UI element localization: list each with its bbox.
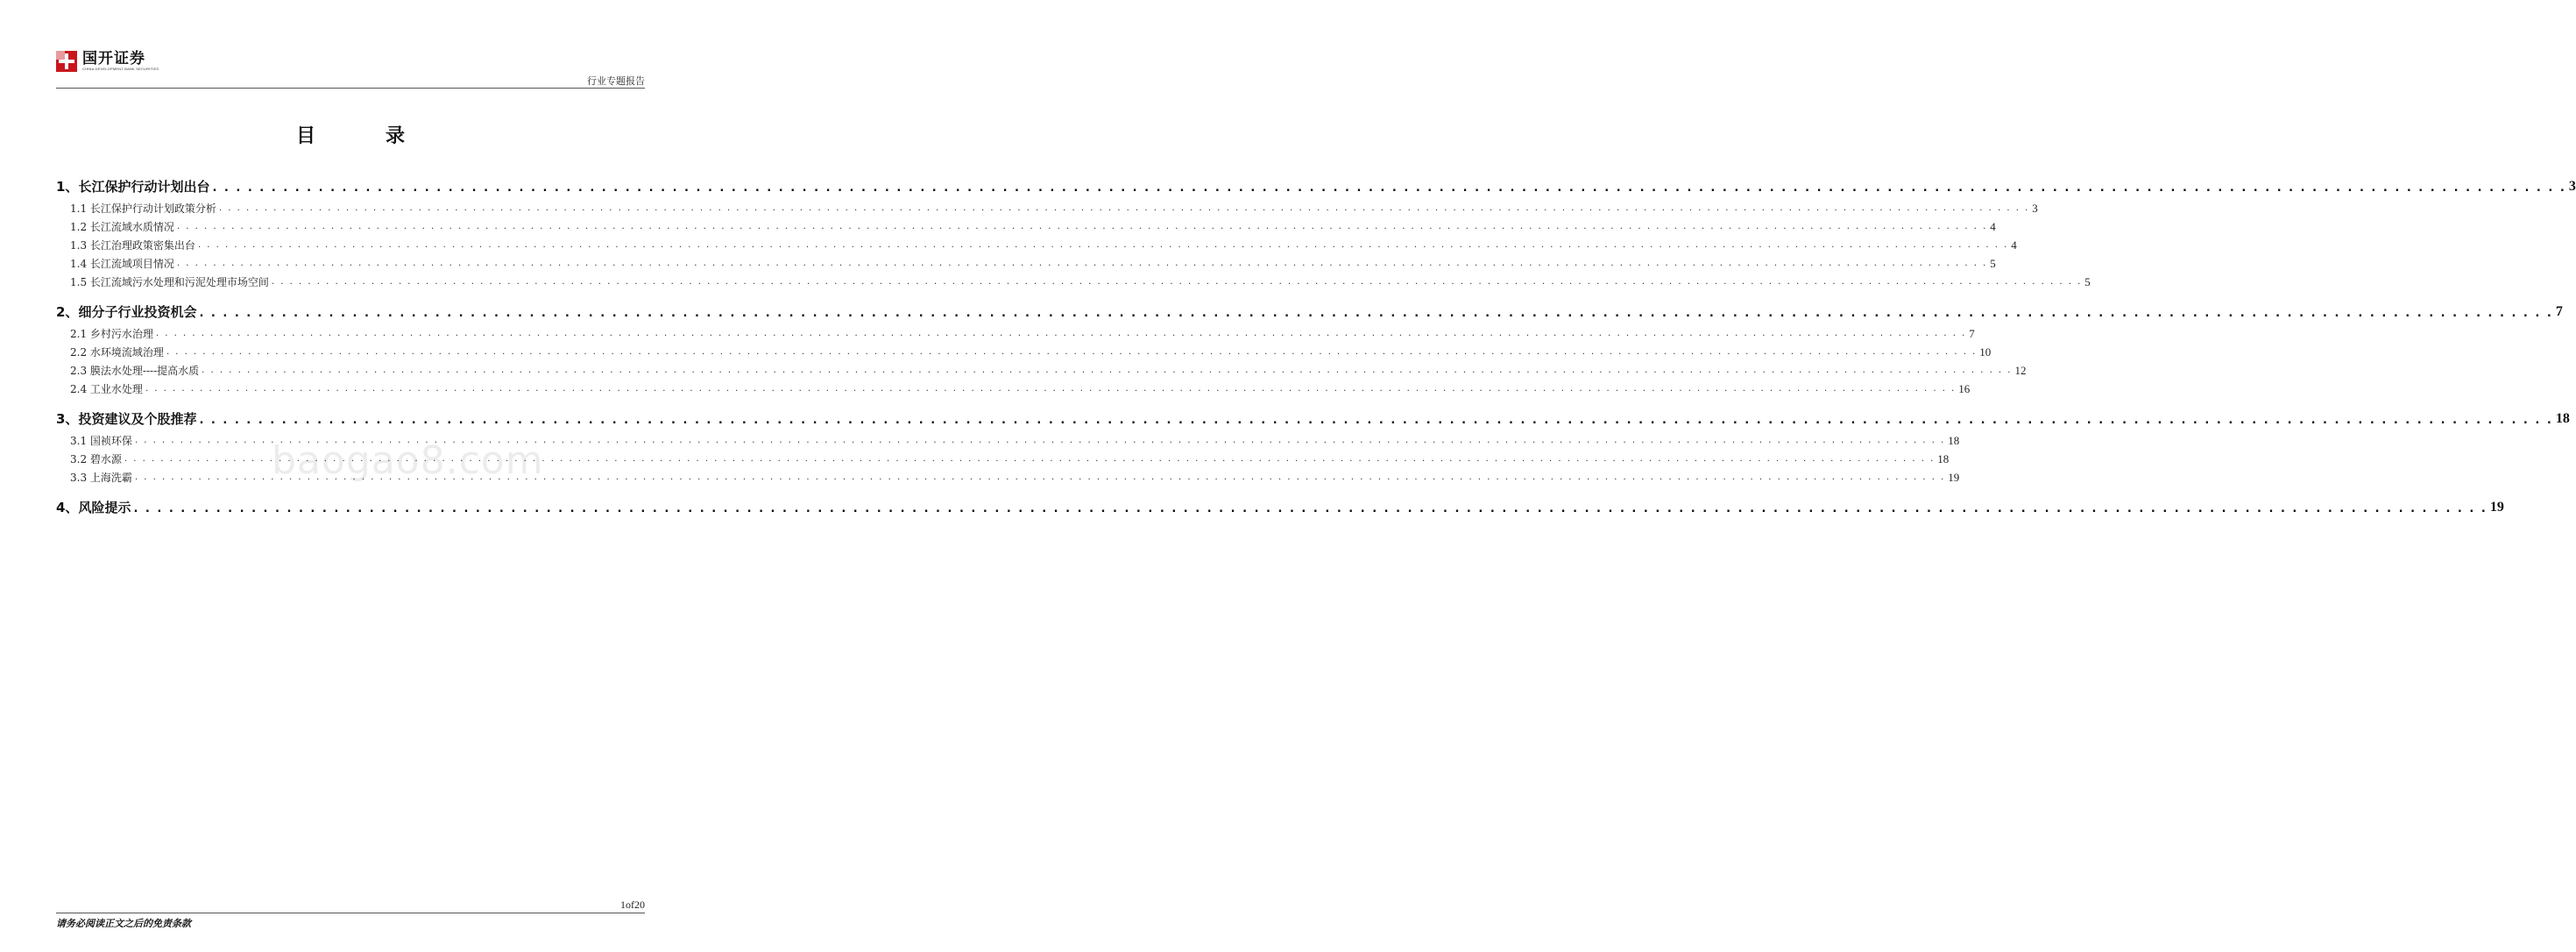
toc-section[interactable]: [56, 297, 2563, 323]
toc-entry-title: 长江流域水质情况: [89, 221, 174, 233]
toc-leader-dots: . . . . . . . . . . . . . . . . . . . . . . . . . . . . . . . . . . . . . . . . . . . . . . . . . . . . . . . . . . . . . . . . . . . . . . . . . . . . . . . . . . . . . . . . . . . . . . . . . . . . . . . . . . . . . . . . . . . . . . . . . . . . . . . . . . . . . . . . . . . . . . . . . . . . . . . . . . . . . . . . . . . . . . . . . . . . . . . . . . . . . . . . . . . . . . . . . . . . . . . .: [218, 203, 2030, 213]
toc-entry-number: 2.4: [70, 383, 88, 395]
company-logo: [56, 51, 159, 72]
toc-entry-number: 3.3: [70, 472, 88, 484]
page-header: [56, 49, 645, 89]
toc-page-number: 3: [2568, 179, 2576, 194]
toc-entry-title: 工业水处理: [89, 383, 143, 395]
toc-entry-number: 1.3: [70, 239, 88, 252]
toc-leader-dots: . . . . . . . . . . . . . . . . . . . . . . . . . . . . . . . . . . . . . . . . . . . . . . . . . . . . . . . . . . . . . . . . . . . . . . . . . . . . . . . . . . . . . . . . . . . . . . . . . . . . . . . . . . . . . . . . . . . . . . . . . . . . . . . . . . . . . . . . . . . . . . . . . . . . . . . . . . . . . . . . . . . . . . . . . . . . . . . . . . . . . . . . . . . . . . . . . . . . . . . .: [145, 384, 1957, 394]
header-divider: [56, 88, 645, 89]
report-type: 行业专题报告: [587, 75, 645, 87]
toc-leader-dots: . . . . . . . . . . . . . . . . . . . . . . . . . . . . . . . . . . . . . . . . . . . . . . . . . . . . . . . . . . . . . . . . . . . . . . . . . . . . . . . . . . . . . . . . . . . . . . . . . . . . . . . . . . . . . . . . . . . . . . . . . . . . . . . . . . . . . . . . . . . . . . . . . . . . . . . . . . . . . . . . . . . . . . . . . . . . . . . . . . . . . . . . . . . . . . . . . . . . . . . .: [166, 347, 1978, 357]
toc-entry-number: 4、: [56, 500, 79, 515]
toc-title-char-1: 目: [295, 125, 315, 147]
toc-entry-title: 长江流域项目情况: [89, 258, 174, 270]
toc-subsection[interactable]: [56, 323, 1975, 342]
toc-page-number: 7: [1969, 327, 1975, 340]
toc-page-number: 5: [1990, 257, 1996, 270]
toc-page-number: 19: [2489, 500, 2504, 515]
toc-entry-number: 2.2: [70, 346, 88, 359]
toc-entry-number: 2、: [56, 304, 79, 320]
logo-chinese-name: 国开证券: [82, 50, 145, 67]
toc-page-number: 4: [2011, 238, 2017, 252]
toc-subsection[interactable]: [56, 449, 1950, 467]
toc-leader-dots: . . . . . . . . . . . . . . . . . . . . . . . . . . . . . . . . . . . . . . . . . . . . . . . . . . . . . . . . . . . . . . . . . . . . . . . . . . . . . . . . . . . . . . . . . . . . . . . . . . . . . . . . . . . . . . . . . . . . . . . . . . . . . . . . . . . . . . . . . . . . . . . . . . . . . . . . . . . . . . . . . . . . . . . . . . . . . . . . . . . . . . . . . . . . . . . . . . . . . . . .: [134, 436, 1946, 445]
logo-cross-icon: [56, 51, 77, 72]
toc-entry-title: 投资建议及个股推荐: [78, 411, 197, 427]
toc-subsection[interactable]: [56, 217, 1996, 235]
logo-english-name: CHINA DEVELOPMENT BANK SECURITIES: [82, 67, 159, 71]
toc-entry-label: [70, 451, 122, 467]
toc-entry-label: [70, 201, 216, 217]
toc-leader-dots: . . . . . . . . . . . . . . . . . . . . . . . . . . . . . . . . . . . . . . . . . . . . . . . . . . . . . . . . . . . . . . . . . . . . . . . . . . . . . . . . . . . . . . . . . . . . . . . . . . . . . . . . . . . . . . . . . . . . . . . . . . . . . . . . . . . . . . . . . . . . . . . . . . . . . . . . . . . . . . . . . . . . . . . . . . . . . . . . . . . . . . . . . . . . . . . . . . . . . . . .: [176, 259, 1988, 268]
toc-leader-dots: . . . . . . . . . . . . . . . . . . . . . . . . . . . . . . . . . . . . . . . . . . . . . . . . . . . . . . . . . . . . . . . . . . . . . . . . . . . . . . . . . . . . . . . . . . . . . . . . . . . . . . . . . . . . . . . . . . . . . . . . . . . . . . . . . . . . . . . . . . . . . . . . . . . . . . . . . . . . . . . . . . . . . . . . . . . . . . . . . . . . . . . . . . . . . . . . . . . . . . . .: [134, 472, 1946, 482]
toc-entry-number: 1.1: [70, 202, 88, 215]
toc-entry-label: [56, 301, 196, 323]
toc-entry-title: 长江治理政策密集出台: [89, 239, 195, 252]
toc-page-number: 4: [1990, 220, 1996, 233]
toc-leader-dots: . . . . . . . . . . . . . . . . . . . . . . . . . . . . . . . . . . . . . . . . . . . . . . . . . . . . . . . . . . . . . . . . . . . . . . . . . . . . . . . . . . . . . . . . . . . . . . . . . . . . . . . . . . . . . . . . . . . . . . . . . . . . . . . . . . . . . . . . . . . . . . . . . . . . . . . . . . . . . . . . . . . . . . . . . . . . . . . . . . . . . . . . . . . . . . . . . . . . . . . .: [202, 366, 2013, 375]
toc-page-number: 19: [1948, 471, 1960, 484]
toc-entry-number: 1、: [56, 179, 79, 195]
toc-page-number: 18: [2555, 411, 2570, 426]
toc-entry-title: 碧水源: [89, 453, 122, 465]
toc-entry-title: 膜法水处理----提高水质: [89, 365, 200, 377]
toc-entry-label: [70, 433, 132, 449]
toc-leader-dots: . . . . . . . . . . . . . . . . . . . . . . . . . . . . . . . . . . . . . . . . . . . . . . . . . . . . . . . . . . . . . . . . . . . . . . . . . . . . . . . . . . . . . . . . . . . . . . . . . . . . . . . . . . . . . . . . . . . . . . . . . . . . . . . . . . . . . . . . . . . . . . . . . . . . . . . . . . . . . . . . . . . . . . . . . . . . . . . . . . . . . . . . . . . . . . . . . . . . . . . .: [212, 181, 2566, 195]
toc-page-number: 18: [1948, 434, 1960, 447]
toc-title: [0, 121, 701, 148]
toc-subsection[interactable]: [56, 253, 1996, 272]
toc-entry-number: 2.1: [70, 328, 88, 340]
toc-section[interactable]: [56, 172, 2576, 198]
toc-entry-title: 风险提示: [78, 500, 131, 515]
toc-leader-dots: . . . . . . . . . . . . . . . . . . . . . . . . . . . . . . . . . . . . . . . . . . . . . . . . . . . . . . . . . . . . . . . . . . . . . . . . . . . . . . . . . . . . . . . . . . . . . . . . . . . . . . . . . . . . . . . . . . . . . . . . . . . . . . . . . . . . . . . . . . . . . . . . . . . . . . . . . . . . . . . . . . . . . . . . . . . . . . . . . . . . . . . . . . . . . . . . . . . . . . . .: [199, 414, 2553, 427]
toc-entry-title: 细分子行业投资机会: [78, 304, 197, 320]
toc-entry-number: 3、: [56, 411, 79, 427]
toc-entry-number: 3.1: [70, 435, 88, 447]
toc-leader-dots: . . . . . . . . . . . . . . . . . . . . . . . . . . . . . . . . . . . . . . . . . . . . . . . . . . . . . . . . . . . . . . . . . . . . . . . . . . . . . . . . . . . . . . . . . . . . . . . . . . . . . . . . . . . . . . . . . . . . . . . . . . . . . . . . . . . . . . . . . . . . . . . . . . . . . . . . . . . . . . . . . . . . . . . . . . . . . . . . . . . . . . . . . . . . . . . . . . . . . . . .: [124, 454, 1936, 464]
toc-entry-label: [56, 408, 196, 430]
toc-subsection[interactable]: [56, 198, 2038, 217]
table-of-contents: [56, 172, 2576, 519]
toc-leader-dots: . . . . . . . . . . . . . . . . . . . . . . . . . . . . . . . . . . . . . . . . . . . . . . . . . . . . . . . . . . . . . . . . . . . . . . . . . . . . . . . . . . . . . . . . . . . . . . . . . . . . . . . . . . . . . . . . . . . . . . . . . . . . . . . . . . . . . . . . . . . . . . . . . . . . . . . . . . . . . . . . . . . . . . . . . . . . . . . . . . . . . . . . . . . . . . . . . . . . . . . .: [155, 329, 1967, 338]
toc-title-char-2: 录: [386, 125, 406, 147]
toc-leader-dots: . . . . . . . . . . . . . . . . . . . . . . . . . . . . . . . . . . . . . . . . . . . . . . . . . . . . . . . . . . . . . . . . . . . . . . . . . . . . . . . . . . . . . . . . . . . . . . . . . . . . . . . . . . . . . . . . . . . . . . . . . . . . . . . . . . . . . . . . . . . . . . . . . . . . . . . . . . . . . . . . . . . . . . . . . . . . . . . . . . . . . . . . . . . . . . . . . . . . . . . .: [133, 502, 2488, 515]
toc-subsection[interactable]: [56, 467, 1960, 486]
toc-entry-title: 长江保护行动计划政策分析: [89, 202, 216, 215]
toc-page-number: 3: [2032, 202, 2038, 215]
toc-entry-title: 乡村污水治理: [89, 328, 153, 340]
toc-subsection[interactable]: [56, 235, 2017, 253]
toc-entry-label: [70, 274, 269, 290]
toc-page-number: 7: [2555, 304, 2563, 319]
page-number: 1of20: [620, 899, 645, 911]
toc-entry-label: [70, 381, 143, 397]
toc-leader-dots: . . . . . . . . . . . . . . . . . . . . . . . . . . . . . . . . . . . . . . . . . . . . . . . . . . . . . . . . . . . . . . . . . . . . . . . . . . . . . . . . . . . . . . . . . . . . . . . . . . . . . . . . . . . . . . . . . . . . . . . . . . . . . . . . . . . . . . . . . . . . . . . . . . . . . . . . . . . . . . . . . . . . . . . . . . . . . . . . . . . . . . . . . . . . . . . . . . . . . . . .: [197, 240, 2009, 250]
toc-entry-label: [56, 496, 131, 519]
toc-entry-title: 水环境流域治理: [89, 346, 164, 359]
toc-page-number: 5: [2084, 275, 2091, 288]
toc-subsection[interactable]: [56, 272, 2091, 290]
toc-subsection[interactable]: [56, 379, 1971, 397]
toc-page-number: 12: [2014, 364, 2027, 377]
toc-entry-label: [70, 256, 174, 272]
toc-page-number: 10: [1979, 345, 1992, 359]
toc-entry-number: 1.4: [70, 258, 88, 270]
toc-entry-title: 长江流域污水处理和污泥处理市场空间: [89, 276, 269, 288]
toc-entry-label: [70, 219, 174, 235]
toc-entry-number: 1.5: [70, 276, 88, 288]
toc-entry-label: [70, 326, 153, 342]
toc-entry-label: [70, 363, 199, 379]
toc-entry-label: [70, 238, 195, 253]
watermark: baogao8.com: [272, 438, 544, 483]
toc-section[interactable]: [56, 404, 2570, 430]
disclaimer-text: 请务必阅读正文之后的免责条款: [56, 918, 191, 929]
toc-leader-dots: . . . . . . . . . . . . . . . . . . . . . . . . . . . . . . . . . . . . . . . . . . . . . . . . . . . . . . . . . . . . . . . . . . . . . . . . . . . . . . . . . . . . . . . . . . . . . . . . . . . . . . . . . . . . . . . . . . . . . . . . . . . . . . . . . . . . . . . . . . . . . . . . . . . . . . . . . . . . . . . . . . . . . . . . . . . . . . . . . . . . . . . . . . . . . . . . . . . . . . . .: [199, 307, 2553, 320]
toc-subsection[interactable]: [56, 430, 1960, 449]
toc-entry-label: [70, 345, 164, 360]
toc-leader-dots: . . . . . . . . . . . . . . . . . . . . . . . . . . . . . . . . . . . . . . . . . . . . . . . . . . . . . . . . . . . . . . . . . . . . . . . . . . . . . . . . . . . . . . . . . . . . . . . . . . . . . . . . . . . . . . . . . . . . . . . . . . . . . . . . . . . . . . . . . . . . . . . . . . . . . . . . . . . . . . . . . . . . . . . . . . . . . . . . . . . . . . . . . . . . . . . . . . . . . . . .: [271, 277, 2083, 287]
toc-section[interactable]: [56, 493, 2504, 519]
toc-entry-number: 2.3: [70, 365, 88, 377]
toc-subsection[interactable]: [56, 342, 1992, 360]
toc-entry-title: 长江保护行动计划出台: [78, 179, 210, 195]
toc-entry-number: 3.2: [70, 453, 88, 465]
toc-entry-label: [56, 175, 209, 198]
toc-page-number: 16: [1958, 382, 1971, 395]
toc-entry-title: 国祯环保: [89, 435, 132, 447]
toc-entry-number: 1.2: [70, 221, 88, 233]
toc-leader-dots: . . . . . . . . . . . . . . . . . . . . . . . . . . . . . . . . . . . . . . . . . . . . . . . . . . . . . . . . . . . . . . . . . . . . . . . . . . . . . . . . . . . . . . . . . . . . . . . . . . . . . . . . . . . . . . . . . . . . . . . . . . . . . . . . . . . . . . . . . . . . . . . . . . . . . . . . . . . . . . . . . . . . . . . . . . . . . . . . . . . . . . . . . . . . . . . . . . . . . . . .: [176, 222, 1988, 231]
toc-entry-title: 上海洗霸: [89, 472, 132, 484]
toc-subsection[interactable]: [56, 360, 2027, 379]
toc-page-number: 18: [1937, 452, 1950, 465]
toc-entry-label: [70, 470, 132, 486]
